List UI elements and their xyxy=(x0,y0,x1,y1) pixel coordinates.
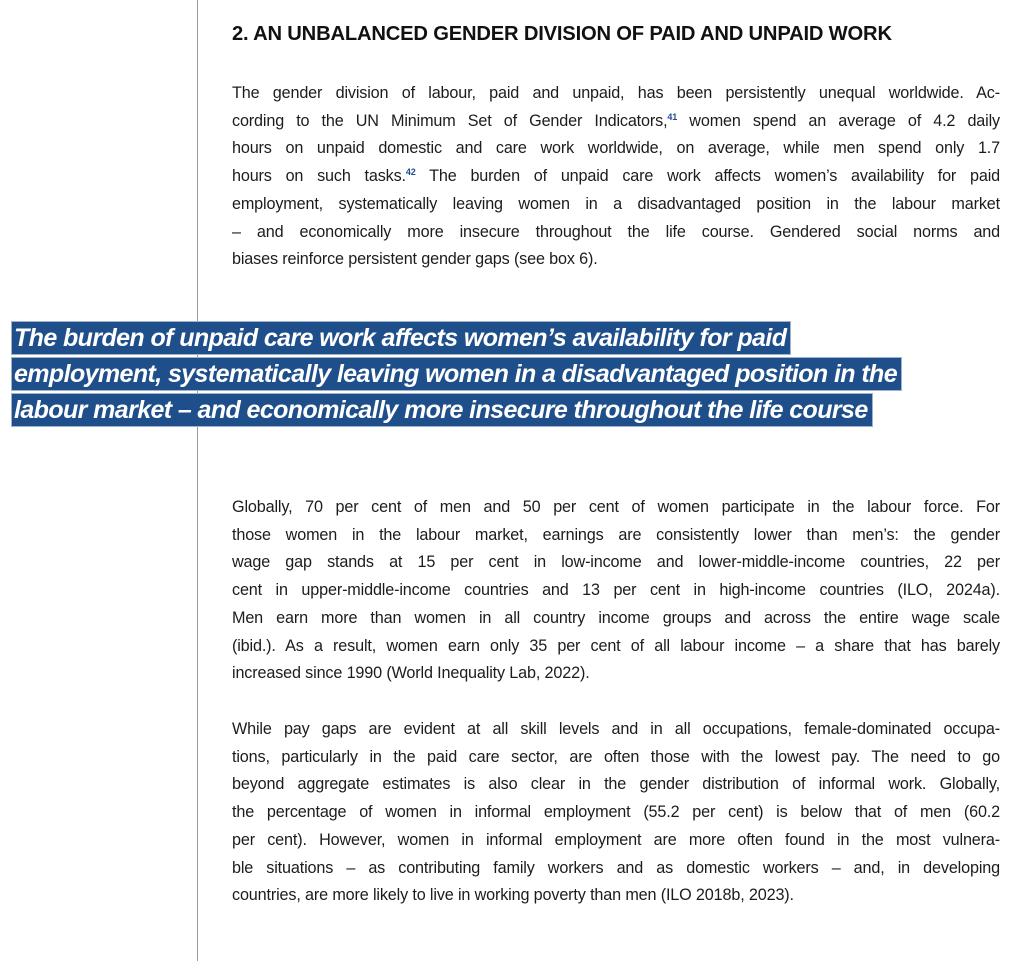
text-line: ble situations – as contributing family workers and as domestic workers – and, in developing xyxy=(232,858,1000,877)
pull-quote-line: employment, systematically leaving women in a disadvantaged position in the xyxy=(12,358,901,390)
text-line: cent in upper-middle-income countries and 13 per cent in high-income countries (ILO, 2024a). xyxy=(232,581,1000,600)
text-line: hours on unpaid domestic and care work worldwide, on average, while men spend only 1.7 xyxy=(232,139,1000,158)
text-line: countries, are more likely to live in working poverty than men (ILO 2018b, 2023). xyxy=(232,886,794,905)
text-line: beyond aggregate estimates is also clear in the gender distribution of informal work. Globally, xyxy=(232,775,1000,794)
paragraph-labour-force xyxy=(232,494,1000,688)
text-line xyxy=(232,163,1000,191)
paragraph-pay-gaps xyxy=(232,716,1000,910)
text-line: While pay gaps are evident at all skill levels and in all occupations, female-dominated occupa- xyxy=(232,720,1000,738)
text-line: The gender division of labour, paid and unpaid, has been persistently unequal worldwide. Ac- xyxy=(232,84,1000,102)
text-line xyxy=(232,108,1000,136)
text-line: per cent). However, women in informal employment are more often found in the most vulnera- xyxy=(232,830,1000,849)
text-line: Globally, 70 per cent of men and 50 per cent of women participate in the labour force. For xyxy=(232,498,1000,516)
pull-quote-line: The burden of unpaid care work affects women’s availability for paid xyxy=(12,322,790,354)
text-line: those women in the labour market, earnings are consistently lower than men’s: the gender xyxy=(232,525,1000,544)
text-line: Men earn more than women in all country income groups and across the entire wage scale xyxy=(232,608,1000,627)
text-segment: The burden of unpaid care work affects women’s availability for paid xyxy=(415,167,1000,186)
pull-quote xyxy=(12,322,901,430)
text-segment: hours on such tasks. xyxy=(232,167,406,186)
footnote-ref-42[interactable]: 42 xyxy=(405,167,416,178)
margin-rule xyxy=(197,0,198,961)
footnote-ref-41[interactable]: 41 xyxy=(667,111,678,122)
text-line: the percentage of women in informal employment (55.2 per cent) is below that of men (60.2 xyxy=(232,803,1000,822)
text-line: tions, particularly in the paid care sector, are often those with the lowest pay. The need to go xyxy=(232,747,1000,766)
text-line: biases reinforce persistent gender gaps (see box 6). xyxy=(232,250,598,269)
text-line: – and economically more insecure throughout the life course. Gendered social norms and xyxy=(232,222,1000,241)
section-heading: 2. AN UNBALANCED GENDER DIVISION OF PAID AND UNPAID WORK xyxy=(232,22,892,45)
text-line: wage gap stands at 15 per cent in low-income and lower-middle-income countries, 22 per xyxy=(232,553,1000,572)
text-line: employment, systematically leaving women in a disadvantaged position in the labour market xyxy=(232,194,1000,213)
pull-quote-line: labour market – and economically more insecure throughout the life course xyxy=(12,394,872,426)
text-segment: women spend an average of 4.2 daily xyxy=(677,111,1000,130)
text-line: (ibid.). As a result, women earn only 35 per cent of all labour income – a share that has barely xyxy=(232,636,1000,655)
text-segment: cording to the UN Minimum Set of Gender Indicators, xyxy=(232,111,668,130)
text-line: increased since 1990 (World Inequality Lab, 2022). xyxy=(232,664,590,683)
paragraph-unpaid-work xyxy=(232,80,1000,274)
